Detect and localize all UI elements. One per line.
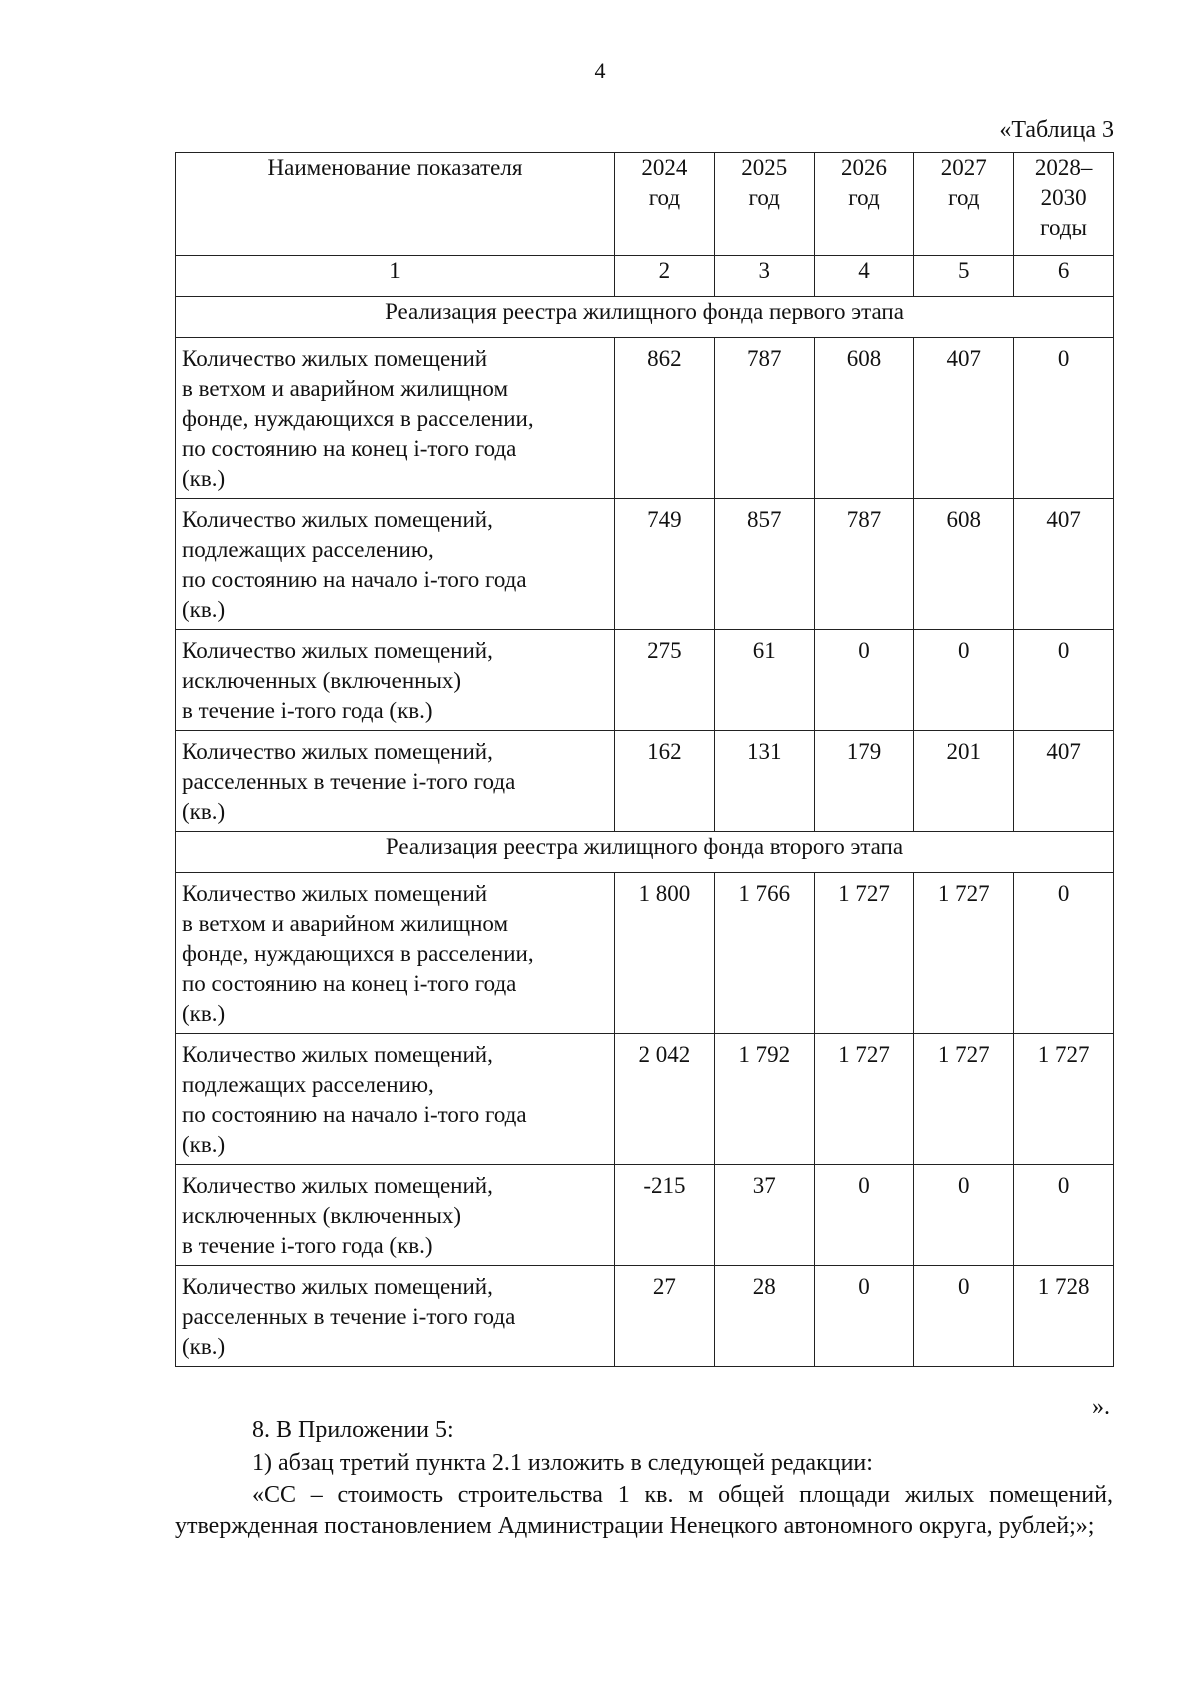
value-cell: 1 727 bbox=[814, 873, 914, 1034]
value-cell: 37 bbox=[714, 1165, 814, 1266]
column-number: 2 bbox=[615, 256, 715, 297]
value-cell: 162 bbox=[615, 731, 715, 832]
paragraph-amendment: 1) абзац третий пункта 2.1 изложить в следующей редакции: bbox=[252, 1450, 873, 1476]
value-cell: 0 bbox=[814, 630, 914, 731]
indicator-label-line: расселенных в течение i-того года bbox=[182, 769, 516, 794]
value-cell: 201 bbox=[914, 731, 1014, 832]
value-cell: 131 bbox=[714, 731, 814, 832]
header-year-cell: 2025 год bbox=[714, 153, 814, 256]
indicator-label-line: расселенных в течение i-того года bbox=[182, 1304, 516, 1329]
value-cell: 857 bbox=[714, 499, 814, 630]
value-cell: 1 727 bbox=[814, 1034, 914, 1165]
indicator-label bbox=[176, 873, 615, 1034]
section-title-row bbox=[176, 832, 1114, 873]
value-cell: 1 800 bbox=[615, 873, 715, 1034]
value-cell: 787 bbox=[714, 338, 814, 499]
indicator-label-line: Количество жилых помещений, bbox=[182, 1042, 493, 1067]
value-cell: 749 bbox=[615, 499, 715, 630]
indicator-label-line: по состоянию на начало i-того года bbox=[182, 567, 527, 592]
indicator-label bbox=[176, 499, 615, 630]
indicator-label-line: (кв.) bbox=[182, 799, 226, 824]
header-year-cell: 2028– 2030 годы bbox=[1014, 153, 1114, 256]
value-cell: 0 bbox=[814, 1266, 914, 1367]
value-cell: 1 792 bbox=[714, 1034, 814, 1165]
value-cell: 0 bbox=[1014, 630, 1114, 731]
column-number: 1 bbox=[176, 256, 615, 297]
value-cell: 27 bbox=[615, 1266, 715, 1367]
column-number: 6 bbox=[1014, 256, 1114, 297]
value-cell: 608 bbox=[814, 338, 914, 499]
column-number: 5 bbox=[914, 256, 1014, 297]
value-cell: 275 bbox=[615, 630, 715, 731]
indicator-label-line: Количество жилых помещений bbox=[182, 346, 488, 371]
header-year-cell: 2026 год bbox=[814, 153, 914, 256]
indicator-label bbox=[176, 1165, 615, 1266]
paragraph-appendix-5: 8. В Приложении 5: bbox=[252, 1417, 454, 1443]
section-title: Реализация реестра жилищного фонда второго этапа bbox=[176, 832, 1114, 873]
indicator-label bbox=[176, 338, 615, 499]
value-cell: 0 bbox=[914, 630, 1014, 731]
indicator-label-line: в течение i-того года (кв.) bbox=[182, 698, 433, 723]
indicator-label-line: (кв.) bbox=[182, 466, 226, 491]
indicator-label-line: подлежащих расселению, bbox=[182, 537, 434, 562]
value-cell: 407 bbox=[1014, 731, 1114, 832]
value-cell: 608 bbox=[914, 499, 1014, 630]
indicator-label-line: фонде, нуждающихся в расселении, bbox=[182, 941, 534, 966]
value-cell: 1 727 bbox=[914, 1034, 1014, 1165]
value-cell: 0 bbox=[1014, 338, 1114, 499]
table-row bbox=[176, 630, 1114, 731]
indicator-label-line: по состоянию на начало i-того года bbox=[182, 1102, 527, 1127]
value-cell: 0 bbox=[814, 1165, 914, 1266]
value-cell: 0 bbox=[914, 1266, 1014, 1367]
paragraph-cc-definition: «СС – стоимость строительства 1 кв. м общей площади жилых помещений, утвержденная постановлением Администрации Ненецкого автономного округа, рублей;»; bbox=[175, 1482, 1113, 1539]
indicator-label-line: по состоянию на конец i-того года bbox=[182, 436, 517, 461]
page-number: 4 bbox=[594, 58, 606, 83]
value-cell: 407 bbox=[1014, 499, 1114, 630]
indicator-label-line: Количество жилых помещений bbox=[182, 881, 488, 906]
indicator-label-line: (кв.) bbox=[182, 597, 226, 622]
value-cell: 1 766 bbox=[714, 873, 814, 1034]
indicator-label-line: в течение i-того года (кв.) bbox=[182, 1233, 433, 1258]
indicator-label bbox=[176, 1266, 615, 1367]
indicator-label-line: исключенных (включенных) bbox=[182, 1203, 462, 1228]
value-cell: 2 042 bbox=[615, 1034, 715, 1165]
indicator-label-line: в ветхом и аварийном жилищном bbox=[182, 911, 509, 936]
indicator-label-line: подлежащих расселению, bbox=[182, 1072, 434, 1097]
table-row bbox=[176, 731, 1114, 832]
header-name-cell: Наименование показателя bbox=[176, 153, 615, 256]
table-row bbox=[176, 1165, 1114, 1266]
header-year-cell: 2024 год bbox=[615, 153, 715, 256]
indicator-label bbox=[176, 1034, 615, 1165]
indicator-label-line: Количество жилых помещений, bbox=[182, 1173, 493, 1198]
indicator-label bbox=[176, 731, 615, 832]
table-row bbox=[176, 1034, 1114, 1165]
value-cell: 1 727 bbox=[1014, 1034, 1114, 1165]
section-title-row bbox=[176, 297, 1114, 338]
column-number: 4 bbox=[814, 256, 914, 297]
value-cell: 61 bbox=[714, 630, 814, 731]
indicator-label-line: (кв.) bbox=[182, 1334, 226, 1359]
indicator-label-line: по состоянию на конец i-того года bbox=[182, 971, 517, 996]
value-cell: 862 bbox=[615, 338, 715, 499]
table-row bbox=[176, 338, 1114, 499]
indicator-label-line: фонде, нуждающихся в расселении, bbox=[182, 406, 534, 431]
value-cell: 0 bbox=[914, 1165, 1014, 1266]
value-cell: 28 bbox=[714, 1266, 814, 1367]
data-table bbox=[175, 152, 1114, 1367]
column-number-row bbox=[176, 256, 1114, 297]
indicator-label-line: Количество жилых помещений, bbox=[182, 638, 493, 663]
value-cell: 1 727 bbox=[914, 873, 1014, 1034]
indicator-label-line: Количество жилых помещений, bbox=[182, 739, 493, 764]
table-row bbox=[176, 499, 1114, 630]
indicator-label-line: исключенных (включенных) bbox=[182, 668, 462, 693]
indicator-label-line: Количество жилых помещений, bbox=[182, 507, 493, 532]
value-cell: -215 bbox=[615, 1165, 715, 1266]
table-row bbox=[176, 873, 1114, 1034]
closing-quote-mark: ». bbox=[1092, 1394, 1110, 1420]
table-header-row bbox=[176, 153, 1114, 256]
value-cell: 0 bbox=[1014, 1165, 1114, 1266]
indicator-label-line: в ветхом и аварийном жилищном bbox=[182, 376, 509, 401]
header-year-cell: 2027 год bbox=[914, 153, 1014, 256]
value-cell: 407 bbox=[914, 338, 1014, 499]
indicator-label-line: Количество жилых помещений, bbox=[182, 1274, 493, 1299]
column-number: 3 bbox=[714, 256, 814, 297]
indicator-label-line: (кв.) bbox=[182, 1001, 226, 1026]
indicator-label-line: (кв.) bbox=[182, 1132, 226, 1157]
section-title: Реализация реестра жилищного фонда первого этапа bbox=[176, 297, 1114, 338]
value-cell: 1 728 bbox=[1014, 1266, 1114, 1367]
value-cell: 179 bbox=[814, 731, 914, 832]
value-cell: 787 bbox=[814, 499, 914, 630]
indicator-label bbox=[176, 630, 615, 731]
table-row bbox=[176, 1266, 1114, 1367]
value-cell: 0 bbox=[1014, 873, 1114, 1034]
table-caption: «Таблица 3 bbox=[999, 117, 1114, 143]
